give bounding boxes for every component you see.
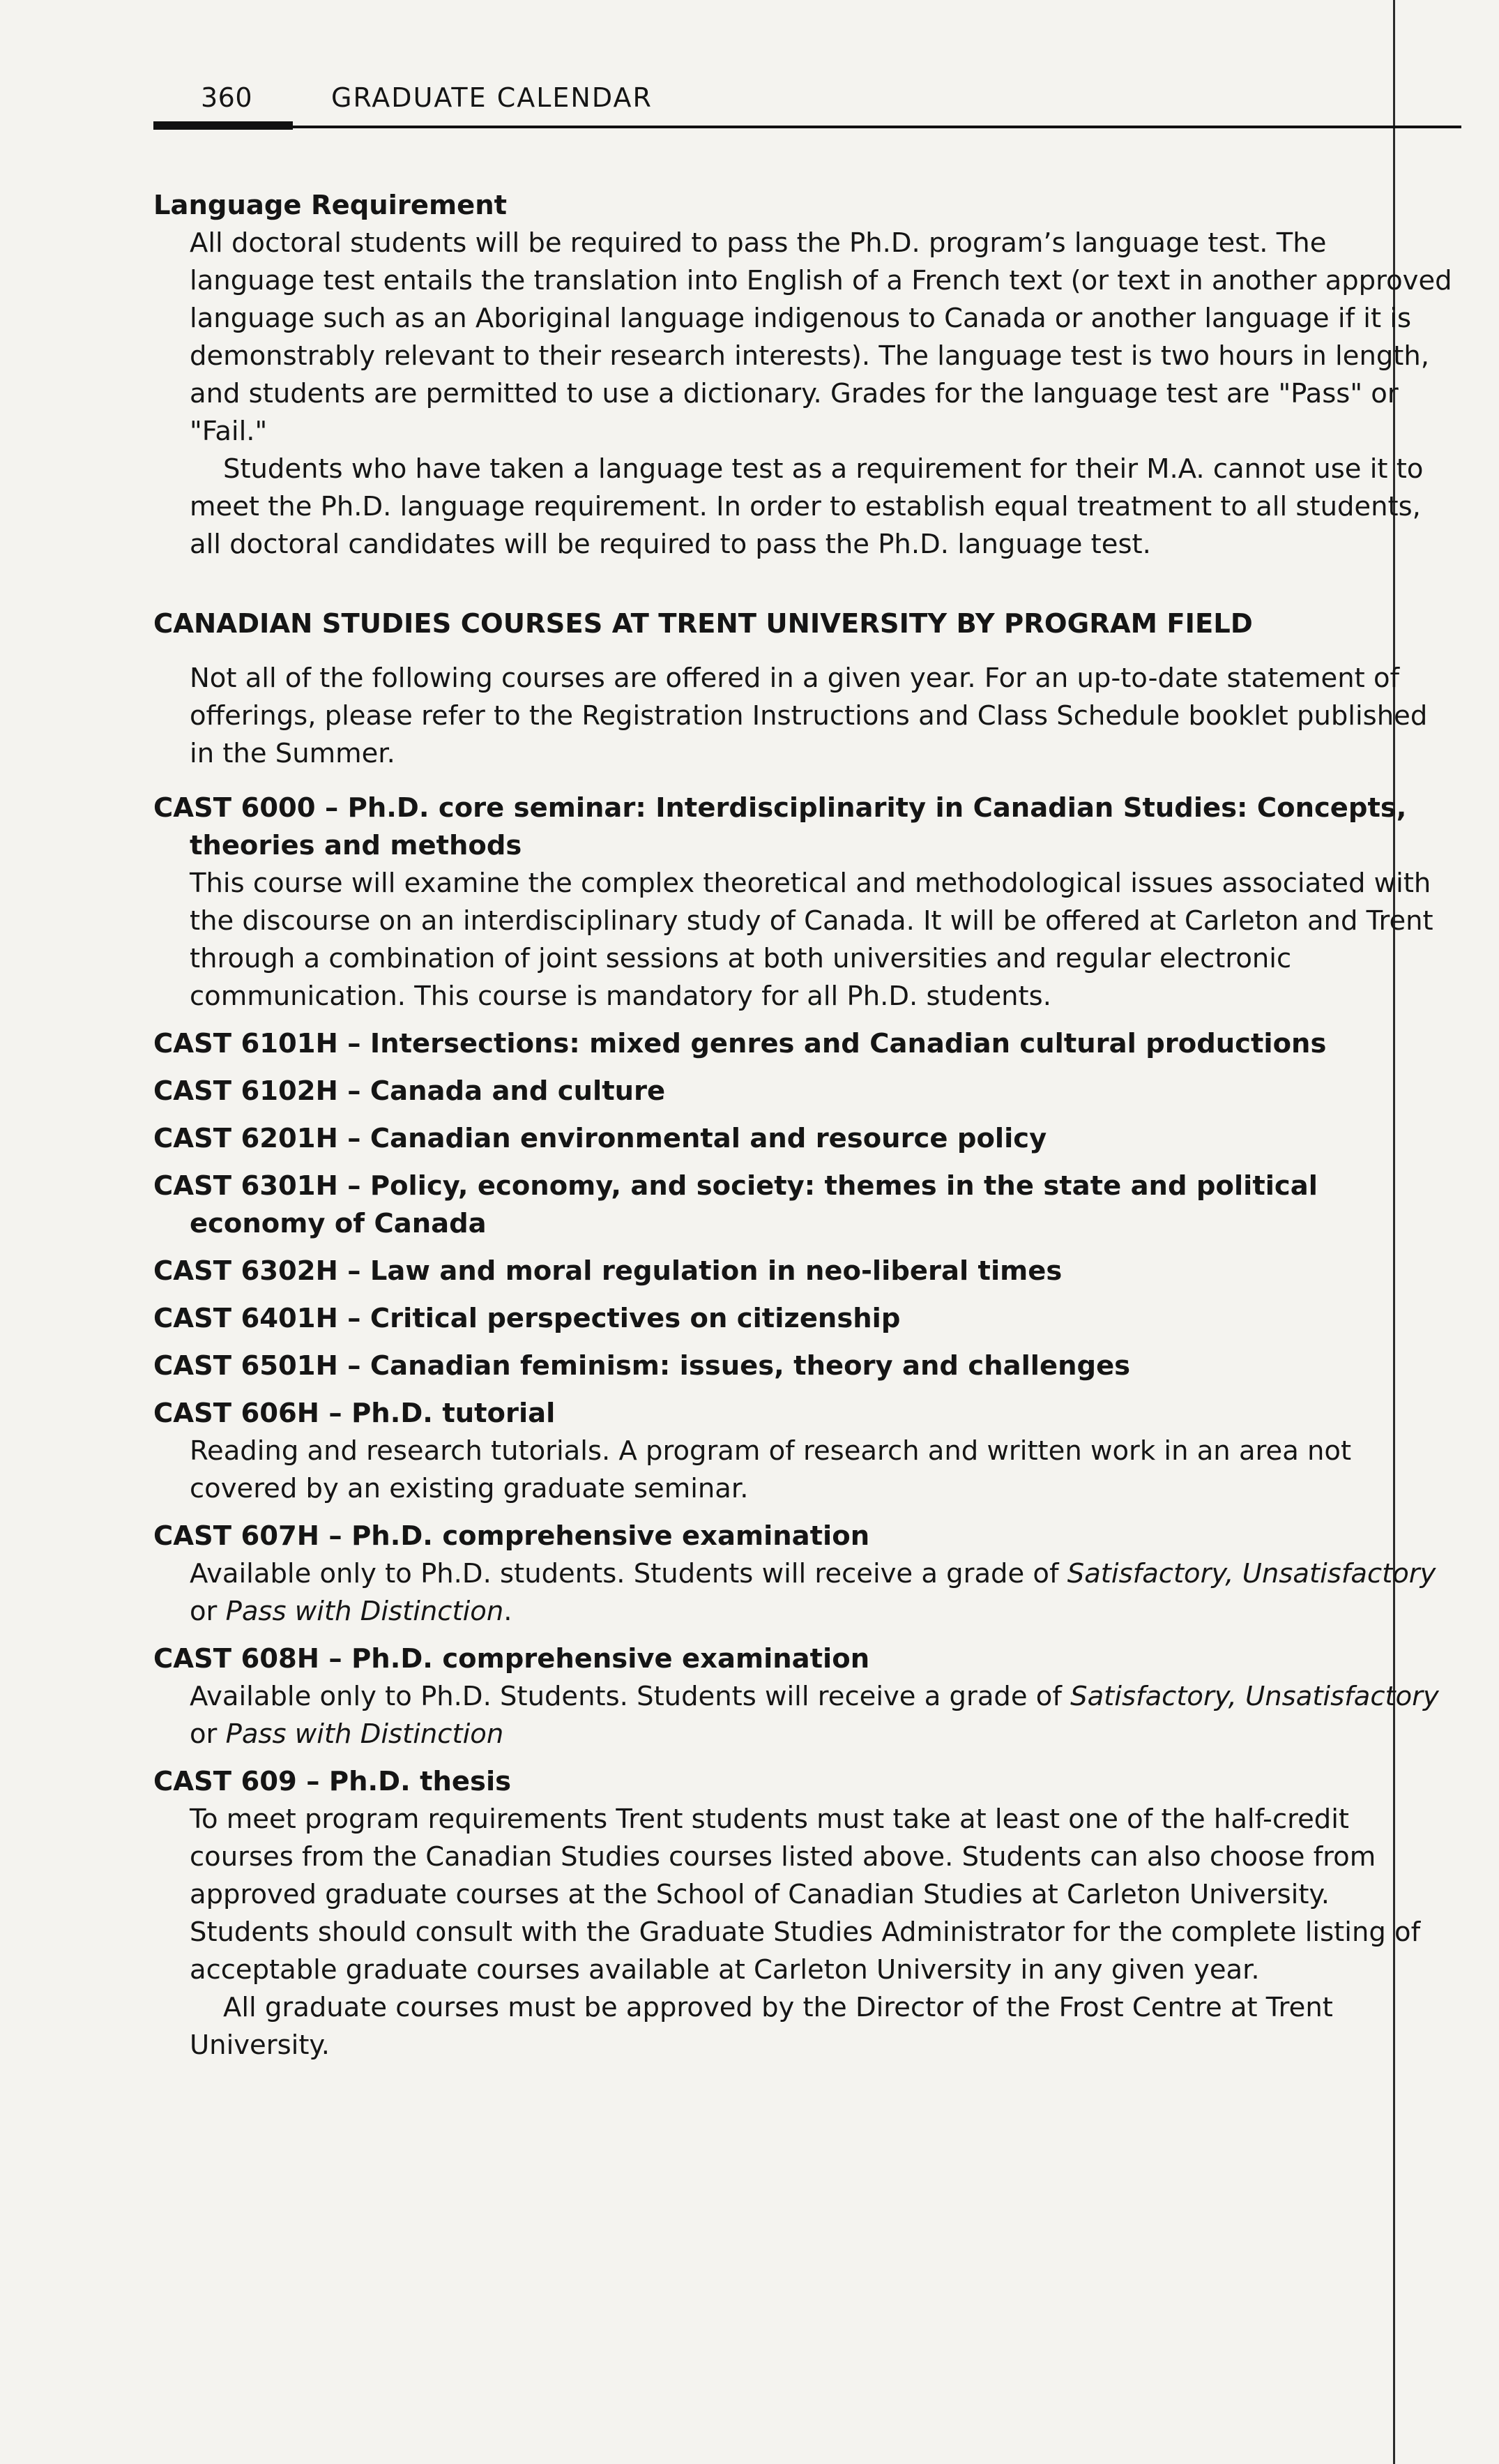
course-title-line	[153, 1347, 1457, 1385]
course-title-line	[153, 1763, 1457, 1801]
course-title-line	[153, 1253, 1457, 1290]
course-title-line	[153, 1640, 1457, 1678]
course-code: CAST 6000	[153, 792, 316, 824]
course-title-line	[153, 1518, 1457, 1555]
course-description-emphasis: Pass with Distinction	[225, 1596, 504, 1627]
course-code: CAST 6501H	[153, 1350, 338, 1382]
course-separator: –	[319, 1643, 352, 1675]
course-entry	[153, 1763, 1457, 2064]
course-description-text: or	[190, 1596, 226, 1627]
course-code: CAST 6101H	[153, 1028, 338, 1059]
course-description-emphasis: Satisfactory, Unsatisfactory	[1067, 1558, 1436, 1589]
course-separator: –	[337, 1303, 370, 1334]
course-description-emphasis: Satisfactory, Unsatisfactory	[1070, 1681, 1439, 1712]
course-title: Intersections: mixed genres and Canadian cultural productions	[370, 1028, 1327, 1059]
course-description-text: or	[190, 1718, 226, 1750]
header-rule	[153, 126, 1461, 128]
course-description-emphasis: Pass with Distinction	[225, 1718, 504, 1750]
course-title: Canadian feminism: issues, theory and challenges	[370, 1350, 1131, 1382]
course-entry	[153, 1073, 1457, 1110]
course-title: Ph.D. tutorial	[351, 1398, 556, 1429]
course-code: CAST 606H	[153, 1398, 320, 1429]
course-separator: –	[337, 1350, 370, 1382]
courses-intro: Not all of the following courses are offered in a given year. For an up-to-date statement of offerings, please refer to the Registration Instructions and Class Schedule booklet published in the Summer.	[190, 663, 1428, 769]
course-title: Critical perspectives on citizenship	[370, 1303, 901, 1334]
course-code: CAST 6301H	[153, 1170, 338, 1202]
course-entry	[153, 1640, 1457, 1753]
course-title: Ph.D. comprehensive examination	[351, 1520, 870, 1552]
course-description-text: Available only to Ph.D. students. Students will receive a grade of	[190, 1558, 1067, 1589]
course-code: CAST 609	[153, 1766, 297, 1797]
page-header	[153, 82, 1461, 133]
course-title-line	[153, 1167, 1457, 1243]
course-code: CAST 6102H	[153, 1075, 338, 1107]
course-description: Reading and research tutorials. A program of research and written work in an area not covered by an existing graduate seminar.	[190, 1435, 1352, 1504]
course-entry	[153, 1518, 1457, 1631]
course-description-text: Available only to Ph.D. Students. Students will receive a grade of	[190, 1681, 1071, 1712]
course-code: CAST 6302H	[153, 1255, 338, 1287]
course-title-line	[153, 789, 1457, 865]
course-entry	[153, 1395, 1457, 1508]
course-title: Ph.D. thesis	[328, 1766, 512, 1797]
course-description	[153, 1555, 1457, 1631]
course-title-line	[153, 1073, 1457, 1110]
course-entry	[153, 1300, 1457, 1338]
course-separator: –	[337, 1123, 370, 1154]
course-entry	[153, 789, 1457, 1015]
course-title-line	[153, 1300, 1457, 1338]
courses-section-heading: CANADIAN STUDIES COURSES AT TRENT UNIVERSITY BY PROGRAM FIELD	[153, 608, 1253, 640]
course-title: Canada and culture	[370, 1075, 666, 1107]
course-separator: –	[319, 1398, 352, 1429]
course-title-line	[153, 1395, 1457, 1433]
course-code: CAST 608H	[153, 1643, 320, 1675]
course-description-text: .	[503, 1596, 512, 1627]
course-title: Law and moral regulation in neo-liberal times	[370, 1255, 1063, 1287]
course-description: To meet program requirements Trent students must take at least one of the half-credit courses from the Canadian Studies courses listed above. Students can also choose from approved graduate courses at the School of Canadian Studies at Carleton University. Students should consult with the Graduate Studies Administrator for the complete listing of acceptable graduate courses available at Carleton University in any given year.	[190, 1804, 1421, 1986]
course-description: This course will examine the complex theoretical and methodological issues associated with the discourse on an interdisciplinary study of Canada. It will be offered at Carleton and Trent through a combination of joint sessions at both universities and regular electronic communication. This course is mandatory for all Ph.D. students.	[190, 868, 1433, 1012]
language-requirement-paragraph-1: All doctoral students will be required to pass the Ph.D. program’s language test. The language test entails the translation into English of a French text (or text in another approved language such as an Aboriginal language indigenous to Canada or another language if it is demonstrably relevant to their research interests). The language test is two hours in length, and students are permitted to use a dictionary. Grades for the language test are "Pass" or "Fail."	[190, 227, 1452, 447]
course-entry	[153, 1347, 1457, 1385]
course-entry	[153, 1025, 1457, 1063]
course-separator: –	[337, 1075, 370, 1107]
page-number: 360	[201, 82, 253, 113]
course-separator: –	[319, 1520, 352, 1552]
course-code: CAST 6401H	[153, 1303, 338, 1334]
course-code: CAST 6201H	[153, 1123, 338, 1154]
course-code: CAST 607H	[153, 1520, 320, 1552]
course-separator: –	[296, 1766, 329, 1797]
course-separator: –	[337, 1028, 370, 1059]
course-title: Canadian environmental and resource policy	[370, 1123, 1047, 1154]
course-title-line	[153, 1120, 1457, 1158]
language-requirement-heading: Language Requirement	[153, 190, 508, 221]
running-head: GRADUATE CALENDAR	[331, 82, 653, 113]
course-description	[153, 1678, 1457, 1753]
course-title: Policy, economy, and society: themes in the state and political economy of Canada	[190, 1170, 1318, 1239]
course-title: Ph.D. core seminar: Interdisciplinarity in Canadian Studies: Concepts, theories and methods	[190, 792, 1407, 861]
course-title: Ph.D. comprehensive examination	[351, 1643, 870, 1675]
course-entry	[153, 1120, 1457, 1158]
course-entry	[153, 1253, 1457, 1290]
course-entry	[153, 1167, 1457, 1243]
course-separator: –	[315, 792, 348, 824]
course-separator: –	[337, 1170, 370, 1202]
course-title-line	[153, 1025, 1457, 1063]
course-description: All graduate courses must be approved by the Director of the Frost Centre at Trent University.	[190, 1992, 1333, 2061]
language-requirement-paragraph-2: Students who have taken a language test as a requirement for their M.A. cannot use it to meet the Ph.D. language requirement. In order to establish equal treatment to all students, all doctoral candidates will be required to pass the Ph.D. language test.	[190, 453, 1424, 560]
page-body	[153, 187, 1457, 2064]
course-separator: –	[337, 1255, 370, 1287]
